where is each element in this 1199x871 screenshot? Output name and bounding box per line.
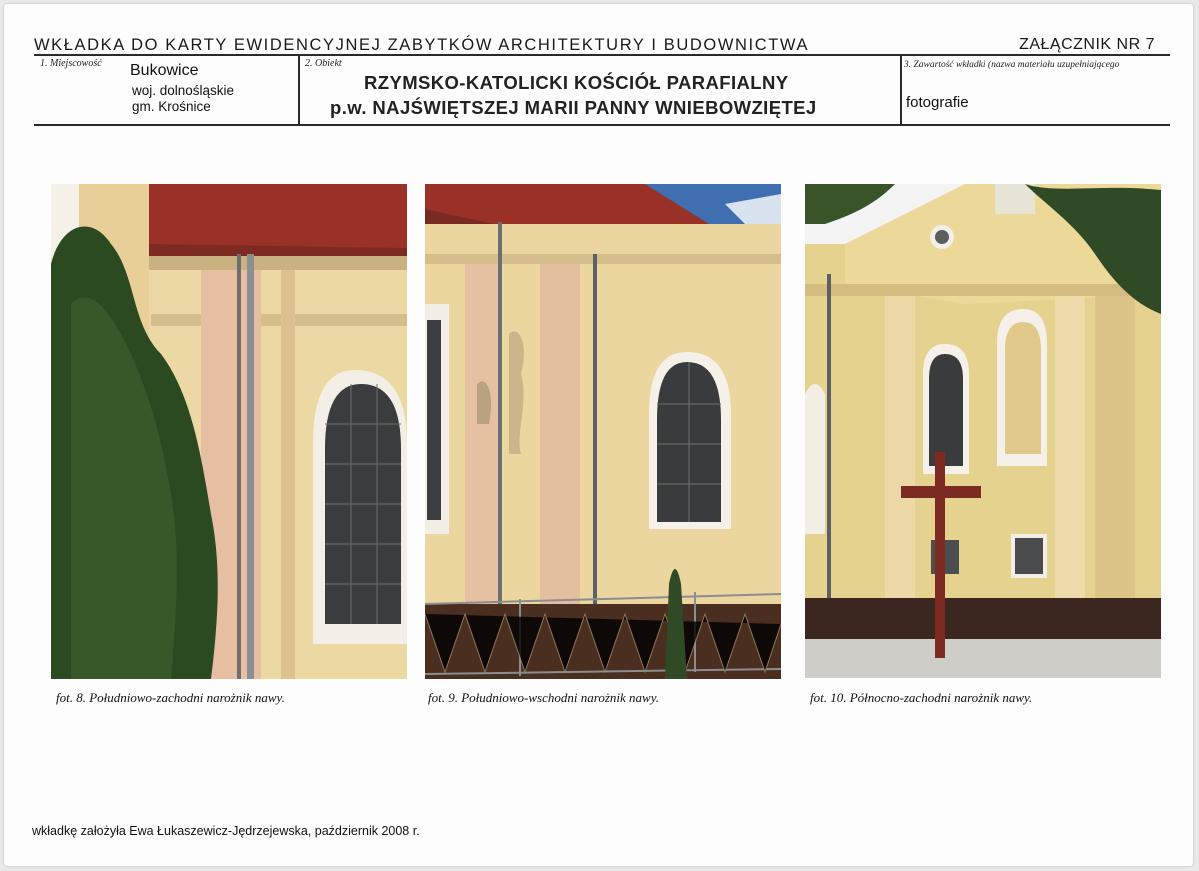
contents-value: fotografie: [906, 94, 969, 111]
photo-8-image: [51, 184, 407, 679]
header-divider-2: [900, 56, 902, 124]
annex-number: ZAŁĄCZNIK NR 7: [1019, 36, 1155, 53]
contents-label: 3. Zawartość wkładki (nazwa materiału uzupełniającego: [904, 60, 1120, 70]
photo-8: [51, 184, 407, 679]
author-note: wkładkę założyła Ewa Łukaszewicz-Jędrzejewska, październik 2008 r.: [32, 824, 420, 838]
photo-9: [425, 184, 781, 679]
voivodeship: woj. dolnośląskie: [132, 83, 235, 98]
photo-8-caption: fot. 8. Południowo-zachodni narożnik nawy.: [56, 690, 285, 705]
photo-10-caption: fot. 10. Północno-zachodni narożnik nawy.: [810, 690, 1033, 705]
photo-10: [805, 184, 1161, 678]
photo-9-image: [425, 184, 781, 679]
locality-value: Bukowice: [130, 62, 199, 79]
object-name-line1: RZYMSKO-KATOLICKI KOŚCIÓŁ PARAFIALNY: [364, 72, 789, 93]
header-divider-1: [298, 56, 300, 124]
photo-10-image: [805, 184, 1161, 678]
header-bottom-rule: [34, 124, 1170, 126]
commune: gm. Krośnice: [132, 99, 211, 114]
photo-9-caption: fot. 9. Południowo-wschodni narożnik nawy.: [428, 690, 659, 705]
header-top-rule: [34, 54, 1170, 56]
object-label: 2. Obiekt: [305, 58, 342, 69]
object-name-line2: p.w. NAJŚWIĘTSZEJ MARII PANNY WNIEBOWZIĘTEJ: [330, 97, 817, 118]
document-title: WKŁADKA DO KARTY EWIDENCYJNEJ ZABYTKÓW ARCHITEKTURY I BUDOWNICTWA: [34, 36, 810, 54]
locality-label: 1. Miejscowość: [40, 58, 102, 69]
